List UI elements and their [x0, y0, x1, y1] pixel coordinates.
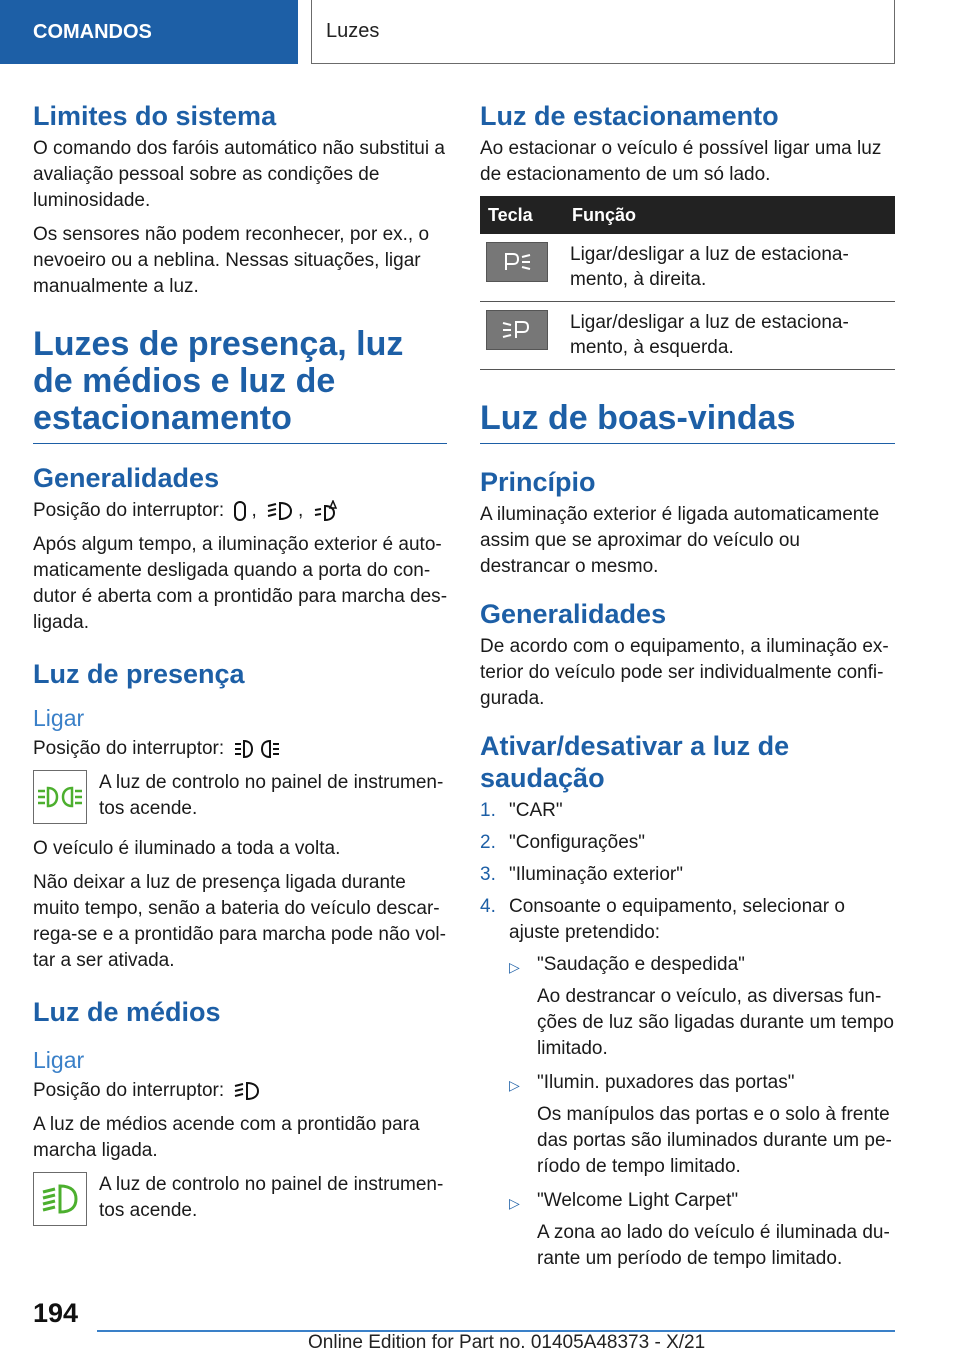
low-beam-icon	[266, 500, 294, 522]
lowbeam-paragraph: A luz de médios acende com a prontidão para marcha ligada.	[33, 1114, 420, 1161]
table-cell: Ligar/desligar a luz de estacionamento, à esquerda.	[564, 302, 895, 370]
bullet-triangle-icon: ▷	[509, 1077, 520, 1093]
presence-switch-line	[33, 736, 447, 762]
right-column	[480, 100, 895, 1286]
list-item	[480, 894, 895, 1280]
auto-headlight-icon	[313, 500, 341, 522]
separator: ,	[251, 500, 257, 521]
parking-lights-icon	[233, 738, 281, 760]
parking-light-left-icon	[486, 310, 548, 350]
main-heading: Luzes de presença, luz de médios e luz de estacionamento	[33, 326, 447, 444]
page-number: 194	[33, 1298, 79, 1328]
list-item	[480, 798, 895, 824]
section-label: COMANDOS	[33, 20, 152, 43]
table-header-row	[480, 196, 895, 234]
presence-on-heading: Ligar	[33, 705, 85, 731]
activate-heading: Ativar/desativar a luz de saudação	[480, 731, 790, 793]
parking-key-table	[480, 196, 895, 370]
separator: ,	[298, 500, 304, 521]
chapter-tab	[311, 0, 895, 64]
option-title: "Welcome Light Carpet"	[537, 1190, 739, 1211]
bullet-triangle-icon: ▷	[509, 1195, 520, 1211]
limits-heading: Limites do sistema	[33, 101, 277, 131]
switch-off-icon	[233, 500, 247, 522]
list-item	[480, 830, 895, 856]
welcome-heading: Luz de boas-vindas	[480, 400, 895, 444]
general-switch-line	[33, 498, 447, 524]
table-cell: Ligar/desligar a luz de estacionamento, à direita.	[564, 234, 895, 302]
bullet-triangle-icon: ▷	[509, 959, 520, 975]
presence-indicator-row	[33, 770, 447, 824]
switch-position-label: Posição do interruptor:	[33, 500, 225, 521]
presence-paragraph-1: O veículo é iluminado a toda a volta.	[33, 838, 341, 859]
step-text: "CAR"	[509, 800, 563, 821]
option-description: A zona ao lado do veículo é iluminada durante um período de tempo limitado.	[537, 1222, 890, 1269]
welcome-general-paragraph: De acordo com o equipamento, a iluminação exterior do veículo pode ser individualmente configurada.	[480, 636, 889, 709]
step-number: 3.	[480, 864, 496, 885]
principle-heading: Princípio	[480, 467, 596, 497]
option-title: "Saudação e despedida"	[537, 954, 745, 975]
option-title: "Ilumin. puxadores das portas"	[537, 1072, 795, 1093]
step-number: 1.	[480, 800, 496, 821]
step-text: "Iluminação exterior"	[509, 864, 684, 885]
welcome-general-heading: Generalidades	[480, 599, 667, 629]
lowbeam-indicator-row	[33, 1172, 447, 1226]
step-text: Consoante o equipamento, selecionar o ajuste pretendido:	[509, 896, 845, 943]
list-item	[480, 862, 895, 888]
lowbeam-indicator-text: A luz de controlo no painel de instrumentos acende.	[99, 1174, 444, 1221]
left-column	[33, 100, 447, 1238]
parking-paragraph: Ao estacionar o veículo é possível ligar uma luz de estacionamento de um só lado.	[480, 138, 882, 185]
parking-heading: Luz de estacionamento	[480, 101, 779, 131]
section-tab	[0, 0, 298, 64]
presence-indicator-text: A luz de controlo no painel de instrumentos acende.	[99, 772, 444, 819]
chapter-label: Luzes	[326, 20, 380, 42]
low-beam-indicator-icon	[33, 1172, 87, 1226]
switch-position-label: Posição do interruptor:	[33, 738, 225, 759]
presence-heading: Luz de presença	[33, 659, 245, 689]
step-number: 2.	[480, 832, 496, 853]
option-item	[509, 1188, 895, 1272]
option-description: Os manípulos das portas e o solo à frente das portas são iluminados durante um período de tempo limitado.	[537, 1104, 892, 1177]
lowbeam-switch-line	[33, 1078, 447, 1104]
option-description: Ao destrancar o veículo, as diversas funções de luz são ligadas durante um tempo limitado.	[537, 986, 894, 1059]
limits-paragraph-1: O comando dos faróis automático não substitui a avaliação pessoal sobre as condições de luminosidade.	[33, 138, 445, 211]
step-number: 4.	[480, 896, 496, 917]
limits-paragraph-2: Os sensores não podem reconhecer, por ex., o nevoeiro ou a neblina. Nessas situações, ligar manualmente a luz.	[33, 224, 430, 297]
principle-paragraph: A iluminação exterior é ligada automaticamente assim que se aproximar do veículo ou destrancar o mesmo.	[480, 504, 880, 577]
parking-light-right-icon	[486, 242, 548, 282]
lowbeam-heading: Luz de médios	[33, 997, 221, 1027]
option-item	[509, 952, 895, 1062]
parking-lights-indicator-icon	[33, 770, 87, 824]
switch-position-label: Posição do interruptor:	[33, 1080, 225, 1101]
edition-note: Online Edition for Part no. 01405A48373 - X/21	[308, 1332, 706, 1353]
table-row	[480, 302, 895, 370]
general-paragraph: Após algum tempo, a iluminação exterior é automaticamente desligada quando a porta do condutor é aberta com a prontidão para marcha desligada.	[33, 534, 448, 633]
general-heading: Generalidades	[33, 463, 220, 493]
steps-list	[480, 798, 895, 1280]
table-row	[480, 234, 895, 302]
table-header-key: Tecla	[480, 196, 564, 234]
lowbeam-on-heading: Ligar	[33, 1047, 85, 1073]
step-text: "Configurações"	[509, 832, 646, 853]
low-beam-icon	[233, 1080, 261, 1102]
presence-paragraph-2: Não deixar a luz de presença ligada durante muito tempo, senão a bateria do veículo descarrega-se e a prontidão para marcha pode não voltar a ser ativada.	[33, 872, 446, 971]
table-header-function: Função	[564, 196, 895, 234]
options-list	[509, 952, 895, 1272]
option-item	[509, 1070, 895, 1180]
